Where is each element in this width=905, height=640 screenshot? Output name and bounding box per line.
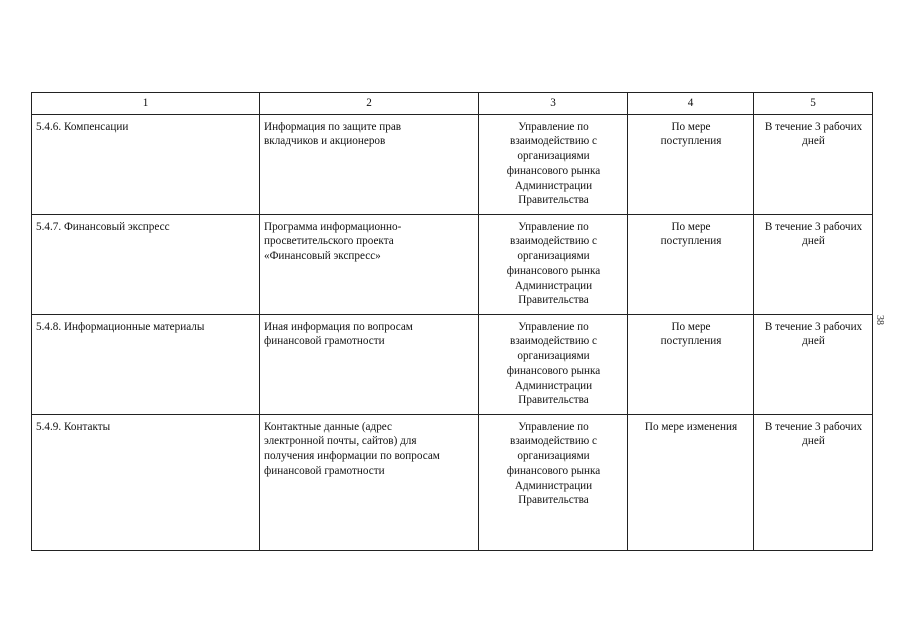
section-cell: 5.4.6. Компенсации <box>32 114 260 214</box>
table-row <box>32 314 873 414</box>
content-cell: Контактные данные (адрес электронной почты, сайтов) для получения информации по вопросам финансовой грамотности <box>260 414 479 550</box>
responsible-cell: Управление по взаимодействию с организациями финансового рынка Администрации Правительства <box>479 114 628 214</box>
column-header-4: 4 <box>628 93 754 115</box>
frequency-cell: По мере поступления <box>628 114 754 214</box>
frequency-cell: По мере поступления <box>628 314 754 414</box>
column-header-1: 1 <box>32 93 260 115</box>
column-header-3: 3 <box>479 93 628 115</box>
document-table <box>31 92 873 551</box>
responsible-cell: Управление по взаимодействию с организациями финансового рынка Администрации Правительства <box>479 314 628 414</box>
section-cell: 5.4.9. Контакты <box>32 414 260 550</box>
table-row <box>32 114 873 214</box>
table-row <box>32 214 873 314</box>
content-cell: Информация по защите прав вкладчиков и акционеров <box>260 114 479 214</box>
section-cell: 5.4.8. Информационные материалы <box>32 314 260 414</box>
responsible-cell: Управление по взаимодействию с организациями финансового рынка Администрации Правительства <box>479 214 628 314</box>
deadline-cell: В течение 3 рабочих дней <box>754 314 873 414</box>
table-row <box>32 414 873 550</box>
page-number: 38 <box>874 315 885 325</box>
responsible-cell: Управление по взаимодействию с организациями финансового рынка Администрации Правительства <box>479 414 628 550</box>
deadline-cell: В течение 3 рабочих дней <box>754 214 873 314</box>
column-header-2: 2 <box>260 93 479 115</box>
content-cell: Иная информация по вопросам финансовой грамотности <box>260 314 479 414</box>
section-cell: 5.4.7. Финансовый экспресс <box>32 214 260 314</box>
frequency-cell: По мере поступления <box>628 214 754 314</box>
deadline-cell: В течение 3 рабочих дней <box>754 414 873 550</box>
column-header-5: 5 <box>754 93 873 115</box>
frequency-cell: По мере изменения <box>628 414 754 550</box>
content-cell: Программа информационно- просветительского проекта «Финансовый экспресс» <box>260 214 479 314</box>
table-header-row <box>32 93 873 115</box>
deadline-cell: В течение 3 рабочих дней <box>754 114 873 214</box>
